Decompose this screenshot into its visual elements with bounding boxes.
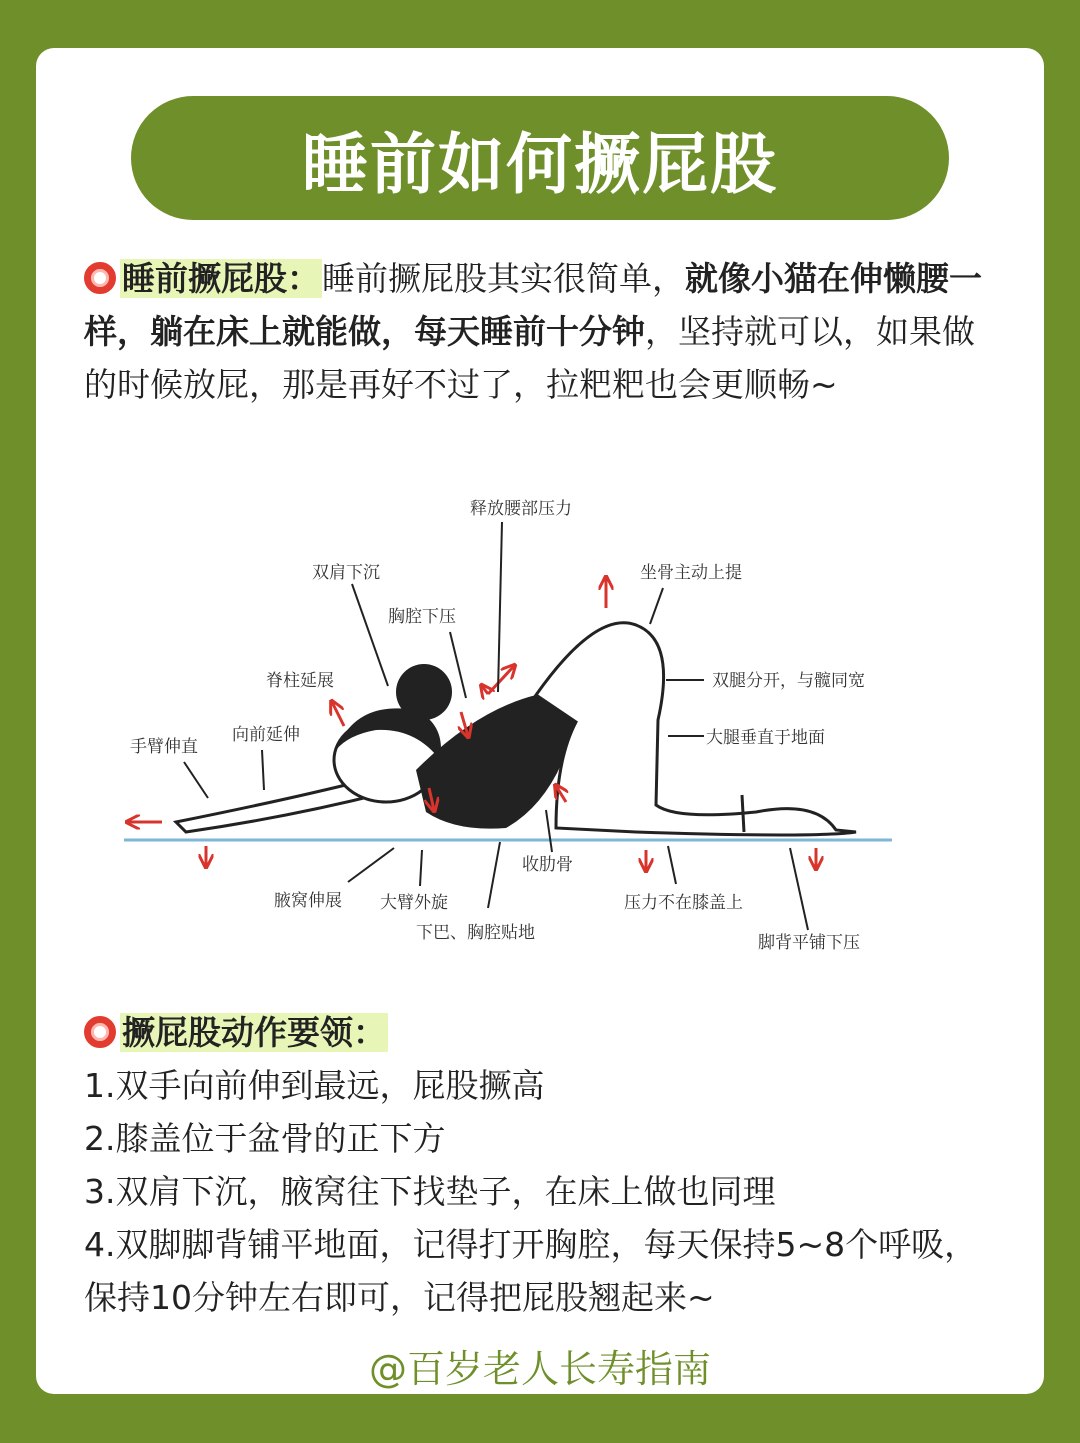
label-upper-arm-rotate: 大臂外旋 [380, 893, 448, 913]
intro-text-2: ，坚持就可以，如果做的时候放屁，那是再好不过了，拉粑粑也会更顺畅~ [84, 312, 975, 404]
tips-heading: 撅屁股动作要领： [122, 1013, 386, 1052]
arrow-spine [332, 702, 344, 726]
tip-item-2: 2.膝盖位于盆骨的正下方 [84, 1119, 446, 1158]
label-legs-apart: 双腿分开，与髋同宽 [712, 671, 865, 691]
tip-item-1: 1.双手向前伸到最远，屁股撅高 [84, 1066, 545, 1105]
label-ribs-in: 收肋骨 [522, 855, 573, 875]
label-spine-extend: 脊柱延展 [266, 671, 334, 691]
red-circle-icon [84, 262, 116, 294]
label-arms-straight: 手臂伸直 [130, 737, 198, 757]
intro-paragraph [84, 252, 1004, 411]
label-sitbone-up: 坐骨主动上提 [640, 563, 742, 583]
pose-diagram [36, 460, 1044, 980]
label-shoulders-down: 双肩下沉 [312, 563, 380, 583]
tips-heading-row [84, 1006, 1004, 1059]
figure-shorts-edge [742, 795, 744, 832]
label-chest-down: 胸腔下压 [388, 607, 456, 627]
figure-hair-bun [396, 664, 452, 720]
intro-bold-text: 就像小猫在伸懒腰一样，躺在床上就能做，每天睡前十分钟 [84, 259, 982, 351]
tip-item-3: 3.双肩下沉，腋窝往下找垫子，在床上做也同理 [84, 1172, 776, 1211]
red-circle-icon [84, 1016, 116, 1048]
figure-torso [416, 695, 576, 829]
tip-item-4: 4.双脚脚背铺平地面，记得打开胸腔，每天保持5~8个呼吸，保持10分钟左右即可，记得把屁股翘起来~ [84, 1225, 978, 1317]
footer-watermark: @百岁老人长寿指南 [368, 1347, 711, 1391]
arrow-diagonal-down [482, 686, 488, 694]
tips-section [84, 1006, 1004, 1324]
title-banner [131, 96, 949, 220]
label-chin-chest-floor: 下巴、胸腔贴地 [416, 923, 535, 943]
label-release-waist: 释放腰部压力 [470, 499, 572, 519]
label-no-knee-pressure: 压力不在膝盖上 [624, 893, 743, 913]
intro-text-1: 睡前撅屁股其实很简单， [322, 259, 685, 298]
label-thigh-vertical: 大腿垂直于地面 [706, 728, 825, 748]
label-reach-forward: 向前延伸 [232, 725, 300, 745]
label-feet-flat: 脚背平铺下压 [758, 933, 860, 953]
page-title: 睡前如何撅屁股 [302, 125, 778, 203]
intro-heading: 睡前撅屁股： [122, 259, 320, 298]
label-armpit-extend: 腋窝伸展 [274, 891, 342, 911]
arrow-diagonal-up [488, 666, 514, 694]
